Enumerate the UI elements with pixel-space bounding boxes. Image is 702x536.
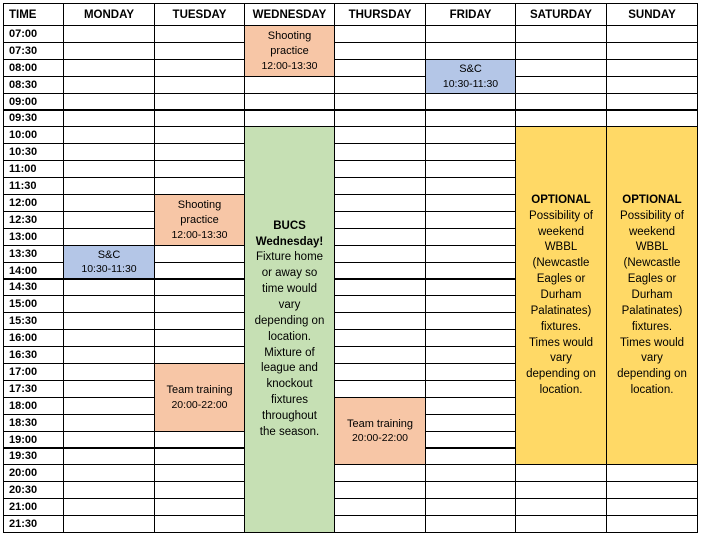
time-label: 20:30 xyxy=(9,484,38,497)
event-text: (Newcastle xyxy=(623,257,681,270)
empty-cell xyxy=(154,93,245,111)
empty-cell xyxy=(425,211,516,229)
event-text: depending on xyxy=(254,314,325,327)
empty-cell xyxy=(334,363,426,381)
event-title: OPTIONAL xyxy=(531,193,591,206)
empty-cell xyxy=(334,380,426,398)
event-text: Palatinates) xyxy=(621,304,683,317)
event-text: the season. xyxy=(259,425,320,438)
empty-cell xyxy=(244,110,335,128)
empty-cell xyxy=(515,42,607,60)
time-label: 16:00 xyxy=(9,332,38,345)
time-label: 19:30 xyxy=(9,450,38,463)
empty-cell xyxy=(63,295,155,313)
empty-cell xyxy=(425,228,516,246)
empty-cell xyxy=(63,211,155,229)
empty-cell xyxy=(425,126,516,144)
empty-cell xyxy=(425,329,516,347)
empty-cell xyxy=(425,110,516,128)
event-text: location. xyxy=(268,330,311,343)
event-text: Eagles or xyxy=(627,273,677,286)
event-text: Team training xyxy=(166,383,233,396)
header-thursday xyxy=(334,3,426,26)
empty-cell xyxy=(154,515,245,533)
event-text: depending on xyxy=(526,368,596,381)
event-time: 20:00-22:00 xyxy=(351,432,409,445)
event-text: Fixture home xyxy=(255,251,324,264)
event-text: Durham xyxy=(631,288,673,301)
empty-cell xyxy=(334,279,426,297)
event-tue-team xyxy=(154,363,245,432)
time-slot-1900 xyxy=(3,431,64,449)
time-label: 08:00 xyxy=(9,61,38,74)
empty-cell xyxy=(154,110,245,128)
empty-cell xyxy=(63,177,155,195)
time-slot-2030 xyxy=(3,481,64,499)
event-text: depending on xyxy=(617,368,687,381)
event-text: S&C xyxy=(459,62,482,75)
time-slot-1300 xyxy=(3,228,64,246)
empty-cell xyxy=(63,143,155,161)
empty-cell xyxy=(425,346,516,364)
empty-cell xyxy=(154,464,245,482)
empty-cell xyxy=(63,59,155,77)
event-text: Eagles or xyxy=(536,273,586,286)
time-slot-1400 xyxy=(3,262,64,280)
empty-cell xyxy=(334,42,426,60)
empty-cell xyxy=(425,431,516,449)
empty-cell xyxy=(425,279,516,297)
empty-cell xyxy=(334,329,426,347)
event-text: throughout xyxy=(262,409,317,422)
empty-cell xyxy=(425,448,516,466)
empty-cell xyxy=(63,431,155,449)
time-label: 09:30 xyxy=(9,112,38,125)
event-thu-team xyxy=(334,397,426,466)
empty-cell xyxy=(63,481,155,499)
empty-cell xyxy=(334,93,426,111)
empty-cell xyxy=(334,481,426,499)
empty-cell xyxy=(334,312,426,330)
empty-cell xyxy=(425,42,516,60)
empty-cell xyxy=(63,76,155,94)
time-slot-0700 xyxy=(3,25,64,43)
event-time: 10:30-11:30 xyxy=(81,263,137,276)
event-text: Shooting xyxy=(267,29,312,42)
time-slot-1500 xyxy=(3,295,64,313)
empty-cell xyxy=(606,93,698,111)
empty-cell xyxy=(334,76,426,94)
event-text: Times would xyxy=(528,336,594,349)
time-slot-2000 xyxy=(3,464,64,482)
empty-cell xyxy=(63,279,155,297)
event-text: fixtures. xyxy=(540,320,582,333)
empty-cell xyxy=(334,262,426,280)
empty-cell xyxy=(154,431,245,449)
empty-cell xyxy=(63,448,155,466)
empty-cell xyxy=(154,262,245,280)
event-sun-optional xyxy=(606,126,698,465)
event-text: Durham xyxy=(540,288,582,301)
empty-cell xyxy=(154,245,245,263)
day-label: MONDAY xyxy=(83,8,135,21)
day-label: WEDNESDAY xyxy=(252,8,327,21)
time-label: 13:30 xyxy=(9,247,38,260)
empty-cell xyxy=(334,464,426,482)
time-slot-1930 xyxy=(3,448,64,466)
empty-cell xyxy=(515,481,607,499)
empty-cell xyxy=(154,498,245,516)
time-label: 14:30 xyxy=(9,281,38,294)
empty-cell xyxy=(154,59,245,77)
time-label: 12:30 xyxy=(9,213,38,226)
time-slot-1730 xyxy=(3,380,64,398)
event-text: or away so xyxy=(261,267,318,280)
event-text: location. xyxy=(539,384,583,397)
event-text: vary xyxy=(550,352,572,365)
empty-cell xyxy=(334,515,426,533)
time-label: 07:30 xyxy=(9,44,38,57)
empty-cell xyxy=(515,25,607,43)
time-slot-1700 xyxy=(3,363,64,381)
empty-cell xyxy=(154,143,245,161)
event-title: OPTIONAL xyxy=(622,193,682,206)
event-time: 20:00-22:00 xyxy=(171,398,228,411)
event-text: fixtures xyxy=(270,394,309,407)
event-text: practice xyxy=(180,213,219,226)
event-wed-bucs xyxy=(244,126,335,533)
time-label: 14:00 xyxy=(9,264,38,277)
event-text: (Newcastle xyxy=(532,257,590,270)
time-label: 09:00 xyxy=(9,95,38,108)
event-text: Times would xyxy=(619,336,685,349)
time-slot-1030 xyxy=(3,143,64,161)
event-title: BUCS xyxy=(273,219,306,232)
empty-cell xyxy=(154,312,245,330)
empty-cell xyxy=(425,177,516,195)
time-slot-1600 xyxy=(3,329,64,347)
empty-cell xyxy=(425,481,516,499)
event-mon-sc xyxy=(63,245,155,280)
empty-cell xyxy=(334,211,426,229)
time-label: 17:00 xyxy=(9,365,38,378)
day-label: FRIDAY xyxy=(449,8,492,21)
empty-cell xyxy=(606,464,698,482)
event-text: location. xyxy=(630,384,674,397)
empty-cell xyxy=(63,414,155,432)
empty-cell xyxy=(334,160,426,178)
time-label: 10:30 xyxy=(9,146,38,159)
empty-cell xyxy=(515,76,607,94)
time-slot-1330 xyxy=(3,245,64,263)
empty-cell xyxy=(63,160,155,178)
time-label: 20:00 xyxy=(9,467,38,480)
event-fri-sc xyxy=(425,59,516,94)
empty-cell xyxy=(334,177,426,195)
empty-cell xyxy=(63,93,155,111)
empty-cell xyxy=(425,160,516,178)
empty-cell xyxy=(606,76,698,94)
time-label: 18:00 xyxy=(9,399,38,412)
empty-cell xyxy=(515,515,607,533)
time-slot-1200 xyxy=(3,194,64,212)
empty-cell xyxy=(154,481,245,499)
day-label: SATURDAY xyxy=(530,8,592,21)
time-slot-1000 xyxy=(3,126,64,144)
empty-cell xyxy=(154,448,245,466)
time-slot-1430 xyxy=(3,279,64,297)
time-label: 21:30 xyxy=(9,518,38,531)
empty-cell xyxy=(515,498,607,516)
event-text: vary xyxy=(278,298,301,311)
empty-cell xyxy=(515,93,607,111)
event-text: WBBL xyxy=(635,241,669,254)
empty-cell xyxy=(606,42,698,60)
event-text: vary xyxy=(641,352,663,365)
empty-cell xyxy=(63,380,155,398)
header-time-label: TIME xyxy=(9,8,37,21)
event-text: knockout xyxy=(266,378,313,391)
day-label: SUNDAY xyxy=(628,8,676,21)
empty-cell xyxy=(154,76,245,94)
header-wednesday xyxy=(244,3,335,26)
empty-cell xyxy=(244,76,335,94)
empty-cell xyxy=(334,59,426,77)
event-text: practice xyxy=(270,44,309,57)
header-tuesday xyxy=(154,3,245,26)
empty-cell xyxy=(425,363,516,381)
empty-cell xyxy=(515,110,607,128)
header-monday xyxy=(63,3,155,26)
time-slot-1630 xyxy=(3,346,64,364)
empty-cell xyxy=(425,312,516,330)
event-text: time would xyxy=(262,283,317,296)
header-friday xyxy=(425,3,516,26)
event-time: 12:00-13:30 xyxy=(171,228,228,241)
empty-cell xyxy=(63,515,155,533)
time-slot-1100 xyxy=(3,160,64,178)
empty-cell xyxy=(63,346,155,364)
time-label: 19:00 xyxy=(9,433,38,446)
time-slot-1800 xyxy=(3,397,64,415)
event-text: Palatinates) xyxy=(530,304,592,317)
empty-cell xyxy=(425,295,516,313)
time-label: 21:00 xyxy=(9,501,38,514)
empty-cell xyxy=(154,42,245,60)
empty-cell xyxy=(425,262,516,280)
event-wed-shooting xyxy=(244,25,335,77)
empty-cell xyxy=(154,329,245,347)
empty-cell xyxy=(63,110,155,128)
time-slot-0930 xyxy=(3,110,64,128)
empty-cell xyxy=(334,498,426,516)
empty-cell xyxy=(334,295,426,313)
event-text: league and xyxy=(261,362,318,375)
empty-cell xyxy=(606,498,698,516)
time-slot-1230 xyxy=(3,211,64,229)
time-label: 13:00 xyxy=(9,230,38,243)
empty-cell xyxy=(63,312,155,330)
event-time: 10:30-11:30 xyxy=(442,77,499,90)
empty-cell xyxy=(606,481,698,499)
header-sunday xyxy=(606,3,698,26)
empty-cell xyxy=(244,93,335,111)
empty-cell xyxy=(334,143,426,161)
event-text: Team training xyxy=(346,417,414,430)
empty-cell xyxy=(154,25,245,43)
time-slot-1130 xyxy=(3,177,64,195)
empty-cell xyxy=(425,143,516,161)
empty-cell xyxy=(154,346,245,364)
event-text: Possibility of xyxy=(529,209,593,222)
time-label: 15:30 xyxy=(9,315,38,328)
empty-cell xyxy=(63,363,155,381)
empty-cell xyxy=(425,194,516,212)
empty-cell xyxy=(154,295,245,313)
empty-cell xyxy=(334,245,426,263)
time-slot-2130 xyxy=(3,515,64,533)
day-label: TUESDAY xyxy=(172,8,227,21)
event-sat-optional xyxy=(515,126,607,465)
empty-cell xyxy=(63,42,155,60)
empty-cell xyxy=(63,228,155,246)
time-label: 07:00 xyxy=(9,27,38,40)
time-label: 08:30 xyxy=(9,78,38,91)
event-text: fixtures. xyxy=(631,320,673,333)
empty-cell xyxy=(63,126,155,144)
empty-cell xyxy=(334,194,426,212)
empty-cell xyxy=(63,194,155,212)
time-label: 17:30 xyxy=(9,382,38,395)
time-label: 10:00 xyxy=(9,129,38,142)
empty-cell xyxy=(154,160,245,178)
empty-cell xyxy=(515,59,607,77)
empty-cell xyxy=(63,329,155,347)
event-text: weekend xyxy=(628,225,676,238)
empty-cell xyxy=(425,93,516,111)
empty-cell xyxy=(63,397,155,415)
time-slot-0800 xyxy=(3,59,64,77)
empty-cell xyxy=(63,25,155,43)
empty-cell xyxy=(63,498,155,516)
empty-cell xyxy=(425,245,516,263)
time-label: 16:30 xyxy=(9,349,38,362)
empty-cell xyxy=(334,228,426,246)
empty-cell xyxy=(515,464,607,482)
empty-cell xyxy=(425,380,516,398)
event-text: Possibility of xyxy=(620,209,684,222)
weekly-schedule-table xyxy=(3,3,697,532)
event-tue-shooting xyxy=(154,194,245,246)
empty-cell xyxy=(334,346,426,364)
empty-cell xyxy=(606,25,698,43)
time-slot-0730 xyxy=(3,42,64,60)
empty-cell xyxy=(154,279,245,297)
time-label: 11:30 xyxy=(9,180,37,193)
event-time: 12:00-13:30 xyxy=(261,59,318,72)
header-saturday xyxy=(515,3,607,26)
empty-cell xyxy=(334,25,426,43)
event-text: Shooting xyxy=(177,198,222,211)
empty-cell xyxy=(154,126,245,144)
event-text: S&C xyxy=(97,248,121,261)
event-title: Wednesday! xyxy=(255,235,324,248)
time-slot-1530 xyxy=(3,312,64,330)
empty-cell xyxy=(63,464,155,482)
time-label: 18:30 xyxy=(9,416,38,429)
event-text: WBBL xyxy=(544,241,578,254)
empty-cell xyxy=(606,515,698,533)
empty-cell xyxy=(425,397,516,415)
empty-cell xyxy=(425,515,516,533)
empty-cell xyxy=(606,110,698,128)
time-slot-1830 xyxy=(3,414,64,432)
empty-cell xyxy=(606,59,698,77)
header-time xyxy=(3,3,64,26)
day-label: THURSDAY xyxy=(348,8,412,21)
time-label: 12:00 xyxy=(9,196,38,209)
empty-cell xyxy=(425,464,516,482)
time-label: 11:00 xyxy=(9,163,37,176)
empty-cell xyxy=(425,498,516,516)
event-text: Mixture of xyxy=(264,346,315,359)
empty-cell xyxy=(334,110,426,128)
empty-cell xyxy=(425,414,516,432)
time-label: 15:00 xyxy=(9,298,38,311)
empty-cell xyxy=(154,177,245,195)
time-slot-0830 xyxy=(3,76,64,94)
event-text: weekend xyxy=(537,225,585,238)
time-slot-0900 xyxy=(3,93,64,111)
empty-cell xyxy=(334,126,426,144)
empty-cell xyxy=(425,25,516,43)
time-slot-2100 xyxy=(3,498,64,516)
